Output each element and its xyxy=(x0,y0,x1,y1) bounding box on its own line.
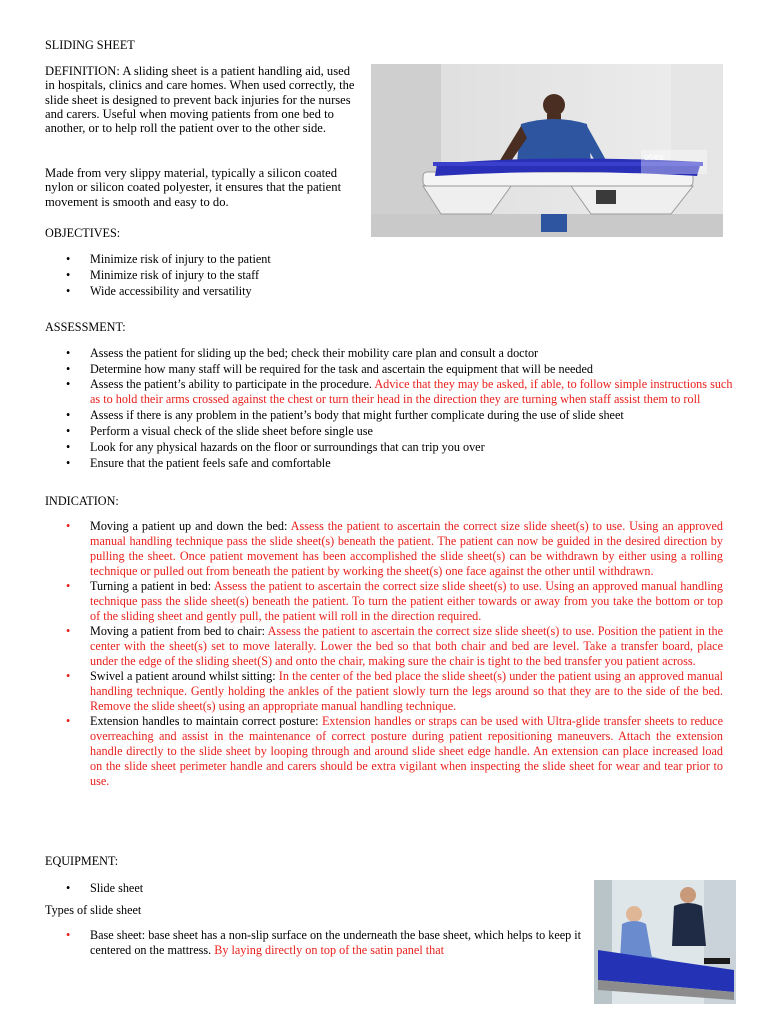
slide-sheet-types-heading: Types of slide sheet xyxy=(45,903,142,917)
material-paragraph: Made from very slippy material, typically a silicon coated nylon or silicon coated polyester, it ensures that the patient movement is smooth and easy to do. xyxy=(45,166,342,209)
list-item: • Minimize risk of injury to the patient xyxy=(45,251,745,267)
page-title: SLIDING SHEET xyxy=(45,38,135,52)
list-item: • Moving a patient up and down the bed: Assess the patient to ascertain the correct size slide sheet(s) to use. Using an approved manual handling technique pass the slide sheet(s) beneath the patient. The patient can now be guided in the desired direction by pulling the sheet. Once patient movement has been accomplished the slide sheet(s) can be withdrawn by either using a rolling technique or pulled out from beneath the patient by working the sheet(s) one face against the other until withdrawn. xyxy=(45,519,723,579)
list-item: • Slide sheet xyxy=(45,880,545,896)
list-item: • Swivel a patient around whilst sitting: In the center of the bed place the slide sheet(s) under the patient using an approved manual handling technique. Gently holding the ankles of the patient slowly turn the legs around so that they are to the side of the bed. Remove the slide sheet(s) using an appropriate manual handling technique. xyxy=(45,669,723,714)
patient-bed-photo xyxy=(594,880,736,1004)
list-item: • Minimize risk of injury to the staff xyxy=(45,267,745,283)
assessment-heading: ASSESSMENT: xyxy=(45,320,126,334)
list-item: • Assess the patient’s ability to participate in the procedure. Advice that they may be asked, if able, to follow simple instructions such as to hold their arms crossed against the chest or turn their head in the direction they are turning when staff assist them to roll xyxy=(45,377,735,407)
list-item: • Wide accessibility and versatility xyxy=(45,283,745,299)
slide-sheet-types-list xyxy=(45,928,590,958)
objectives-list xyxy=(45,251,745,299)
definition-text: A sliding sheet is a patient handling aid, used in hospitals, clinics and care homes. When used correctly, the slide sheet is designed to prevent back injuries for the nurses and carers. Useful when moving patients from one bed to another, or to help roll the patient over to the other side. xyxy=(45,64,355,136)
photo-illustration xyxy=(594,880,736,1004)
indication-heading: INDICATION: xyxy=(45,494,119,508)
list-item: • Determine how many staff will be required for the task and ascertain the equipment that will be needed xyxy=(45,361,735,377)
assessment-list xyxy=(45,345,735,471)
list-item: • Assess if there is any problem in the patient’s body that might further complicate during the use of slide sheet xyxy=(45,407,735,423)
list-item: • Perform a visual check of the slide sheet before single use xyxy=(45,423,735,439)
objectives-heading: OBJECTIVES: xyxy=(45,226,121,240)
list-item: • Assess the patient for sliding up the bed; check their mobility care plan and consult a doctor xyxy=(45,345,735,361)
indication-list xyxy=(45,519,723,789)
equipment-heading: EQUIPMENT: xyxy=(45,854,119,868)
list-item: • Turning a patient in bed: Assess the patient to ascertain the correct size slide sheet(s) to use. Using an approved manual handling technique pass the slide sheet(s) beneath the patient. To turn the patient either towards or away from you take the bottom or top of the sliding sheet and gently pull, the patient will roll in the direction required. xyxy=(45,579,723,624)
equipment-list xyxy=(45,880,545,896)
photo-watermark: ubes xyxy=(644,152,664,162)
list-item: • Look for any physical hazards on the floor or surroundings that can trip you over xyxy=(45,439,735,455)
list-item: • Extension handles to maintain correct posture: Extension handles or straps can be used with Ultra-glide transfer sheets to reduce overreaching and assist in the maintenance of correct posture during patient repositioning maneuvers. Attach the extension handle directly to the slide sheet by looping through and around slide sheet edge handle. An extension can place increased load on the slide sheet perimeter handle and carers should be extra vigilant when inspecting the slide sheet for wear and tear prior to use. xyxy=(45,714,723,789)
photo-illustration xyxy=(371,64,723,237)
list-item: • Base sheet: base sheet has a non-slip surface on the underneath the base sheet, which helps to keep it centered on the mattress. By laying directly on top of the satin panel that xyxy=(45,928,590,958)
definition-paragraph xyxy=(45,64,357,135)
sliding-sheet-photo xyxy=(371,64,723,237)
definition-label: DEFINITION: xyxy=(45,64,120,78)
list-item: • Ensure that the patient feels safe and comfortable xyxy=(45,455,735,471)
list-item: • Moving a patient from bed to chair: Assess the patient to ascertain the correct size slide sheet(s) to use. Position the patient in the center with the sheet(s) set to move laterally. Lower the bed so that both chair and bed are level. Take a transfer board, place under the edge of the sliding sheet(S) and onto the chair, making sure the chair is tight to the bed transfer you patient across. xyxy=(45,624,723,669)
